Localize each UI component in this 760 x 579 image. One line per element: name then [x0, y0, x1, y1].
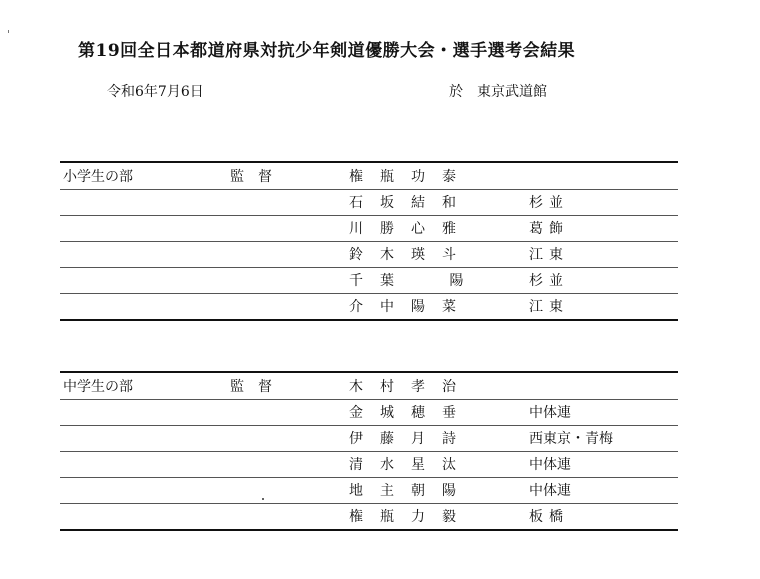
table-row: [60, 267, 678, 294]
person-name: 清水星汰: [349, 457, 473, 473]
affiliation: 江東: [529, 299, 569, 315]
table-row: [60, 399, 678, 426]
table-row: [60, 163, 678, 190]
page-title: 第19回全日本都道府県対抗少年剣道優勝大会・選手選考会結果: [78, 41, 576, 61]
table-row: [60, 477, 678, 504]
person-name: 川勝心雅: [349, 221, 473, 237]
table-row: [60, 215, 678, 242]
affiliation: 杉並: [529, 195, 569, 211]
role-label: 監督: [230, 379, 286, 395]
scan-mark: [8, 30, 9, 33]
person-name: 金城穂垂: [349, 405, 473, 421]
table-row: [60, 189, 678, 216]
category-label: 中学生の部: [63, 379, 133, 395]
person-name: 権瓶力毅: [349, 509, 473, 525]
person-name: 木村孝治: [349, 379, 473, 395]
person-name: 石坂結和: [349, 195, 473, 211]
event-date: 令和6年7月6日: [107, 84, 204, 100]
table-row: [60, 241, 678, 268]
affiliation: 中体連: [529, 483, 571, 499]
affiliation: 板橋: [529, 509, 569, 525]
affiliation: 江東: [529, 247, 569, 263]
person-name: 伊藤月詩: [349, 431, 473, 447]
person-name: 地主朝陽: [349, 483, 473, 499]
person-name: 介中陽菜: [349, 299, 473, 315]
person-name: 千葉 陽: [349, 273, 481, 289]
category-label: 小学生の部: [63, 169, 133, 185]
table-row: [60, 373, 678, 400]
role-label: 監督: [230, 169, 286, 185]
affiliation: 中体連: [529, 457, 571, 473]
person-name: 鈴木瑛斗: [349, 247, 473, 263]
affiliation: 杉並: [529, 273, 569, 289]
table-row: [60, 451, 678, 478]
table-row: [60, 293, 678, 321]
event-venue: 於 東京武道館: [449, 84, 547, 100]
stray-mark: [262, 498, 264, 500]
table-row: [60, 503, 678, 531]
table-row: [60, 425, 678, 452]
affiliation: 西東京・青梅: [529, 431, 613, 447]
affiliation: 葛飾: [529, 221, 569, 237]
affiliation: 中体連: [529, 405, 571, 421]
person-name: 権瓶功泰: [349, 169, 473, 185]
